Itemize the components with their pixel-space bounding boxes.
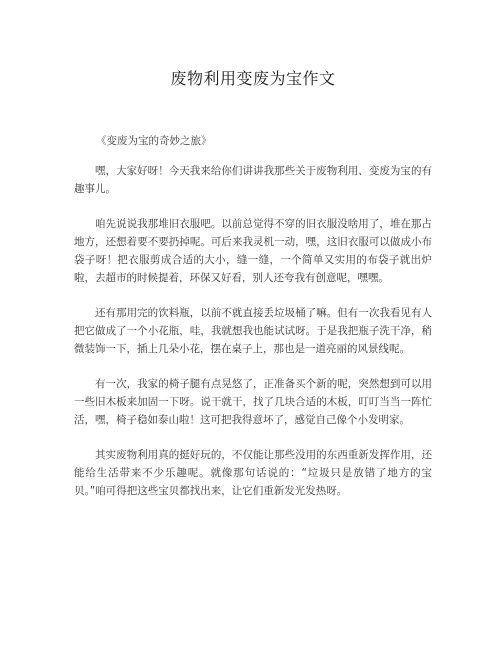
paragraph-conclusion: 其实废物利用真的挺好玩的，不仅能让那些没用的东西重新发挥作用，还能给生活带来不少乐趣呢。就像那句话说的：“垃圾只是放错了地方的宝贝。”咱可得把这些宝贝都找出来，让它们重新发光发热呀。 — [74, 449, 432, 497]
paragraph-old-clothes: 咱先说说我那堆旧衣服吧。以前总觉得不穿的旧衣服没啥用了，堆在那占地方，还想着要不要扔掉呢。可后来我灵机一动，嘿，这旧衣服可以做成小布袋子呀！把衣服剪成合适的大小，缝一缝，一个简单又实用的布袋子就出炉啦，去超市的时候提着，环保又好看，别人还夸我有创意呢，嘿嘿。 — [74, 218, 432, 284]
paragraph-chair: 有一次，我家的椅子腿有点晃悠了，正准备买个新的呢，突然想到可以用一些旧木板来加固一下呀。说干就干，找了几块合适的木板，叮叮当当一阵忙活，嘿，椅子稳如泰山啦！这可把我得意坏了，感觉自己像个小发明家。 — [74, 378, 432, 426]
paragraph-intro: 嘿，大家好呀！今天我来给你们讲讲我那些关于废物利用、变废为宝的有趣事儿。 — [74, 165, 432, 195]
document-title: 废物利用变废为宝作文 — [170, 69, 336, 88]
paragraph-bottles: 还有那用完的饮料瓶，以前不就直接丢垃圾桶了嘛。但有一次我看见有人把它做成了一个小花瓶，哇，我就想我也能试试呀。于是我把瓶子洗干净，稍微装饰一下，插上几朵小花，摆在桌子上，那也是一道亮丽的风景线呢。 — [74, 307, 432, 355]
essay-subtitle: 《变废为宝的奇妙之旅》 — [96, 135, 212, 147]
